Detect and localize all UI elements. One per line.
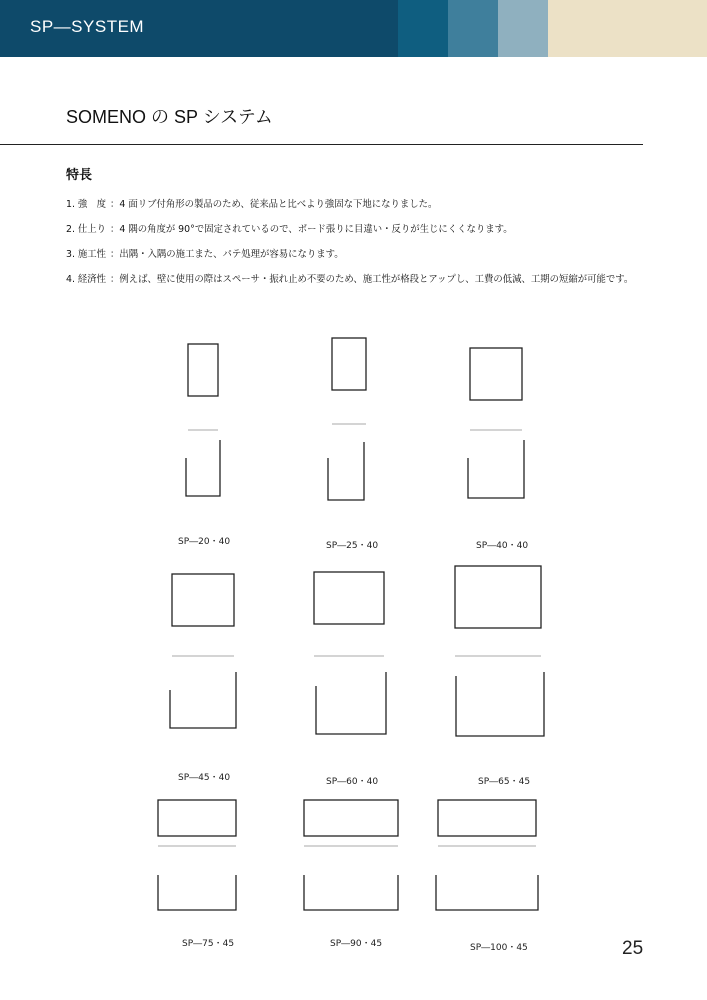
feature-item: [66, 246, 344, 260]
feature-label: 4. 経済性: [66, 274, 107, 285]
caption-sp-20-40: SP―20・40: [178, 537, 231, 547]
caption-sp-60-40: SP―60・40: [326, 777, 379, 787]
profile-box: [188, 344, 218, 396]
header-title: SP―SYSTEM: [30, 17, 145, 36]
feature-label: 1. 強 度: [66, 199, 107, 210]
profile-channel: [468, 440, 524, 498]
profile-box: [314, 572, 384, 624]
profile-box: [470, 348, 522, 400]
caption-sp-40-40: SP―40・40: [476, 541, 529, 551]
feature-item: [66, 221, 513, 235]
header-band-3: [498, 0, 548, 57]
feature-text: ：4 隅の角度が 90°で固定されているので、ボード張りに目違い・反りが生じにくくなります。: [110, 224, 513, 235]
caption-sp-45-40: SP―45・40: [178, 773, 231, 783]
header-band-4: [548, 0, 707, 57]
profile-box: [304, 800, 398, 836]
page-number: 25: [622, 938, 644, 959]
feature-label: 3. 施工性: [66, 249, 107, 260]
profile-channel: [316, 672, 386, 734]
profile-channel: [456, 672, 544, 736]
profile-channel: [158, 875, 236, 910]
caption-sp-25-40: SP―25・40: [326, 541, 379, 551]
caption-sp-100-45: SP―100・45: [470, 943, 528, 953]
feature-text: ：例えば、壁に使用の際はスペーサ・振れ止め不要のため、施工性が格段とアップし、工費の低減、工期の短縮が可能です。: [110, 274, 634, 285]
profile-channel: [170, 672, 236, 728]
feature-text: ：出隅・入隅の施工また、パテ処理が容易になります。: [110, 249, 344, 260]
caption-sp-90-45: SP―90・45: [330, 939, 383, 949]
profile-box: [158, 800, 236, 836]
profile-box: [438, 800, 536, 836]
profile-box: [332, 338, 366, 390]
feature-text: ：4 面リブ付角形の製品のため、従来品と比べより強固な下地になりました。: [110, 199, 438, 210]
profile-drawings: [120, 330, 580, 960]
profile-channel: [186, 440, 220, 496]
profile-box: [172, 574, 234, 626]
page-title: SOMENO の SP システム: [66, 107, 273, 127]
profile-box: [455, 566, 541, 628]
feature-item: [66, 271, 633, 285]
feature-item: [66, 196, 437, 210]
header-band-1: [398, 0, 448, 57]
profile-channel: [436, 875, 538, 910]
feature-label: 2. 仕上り: [66, 224, 107, 235]
profile-channel: [304, 875, 398, 910]
caption-sp-65-45: SP―65・45: [478, 777, 531, 787]
title-divider: [0, 144, 643, 145]
section-title: 特長: [66, 168, 93, 183]
header-band-2: [448, 0, 498, 57]
profile-channel: [328, 442, 364, 500]
caption-sp-75-45: SP―75・45: [182, 939, 235, 949]
page-header: [0, 0, 707, 57]
